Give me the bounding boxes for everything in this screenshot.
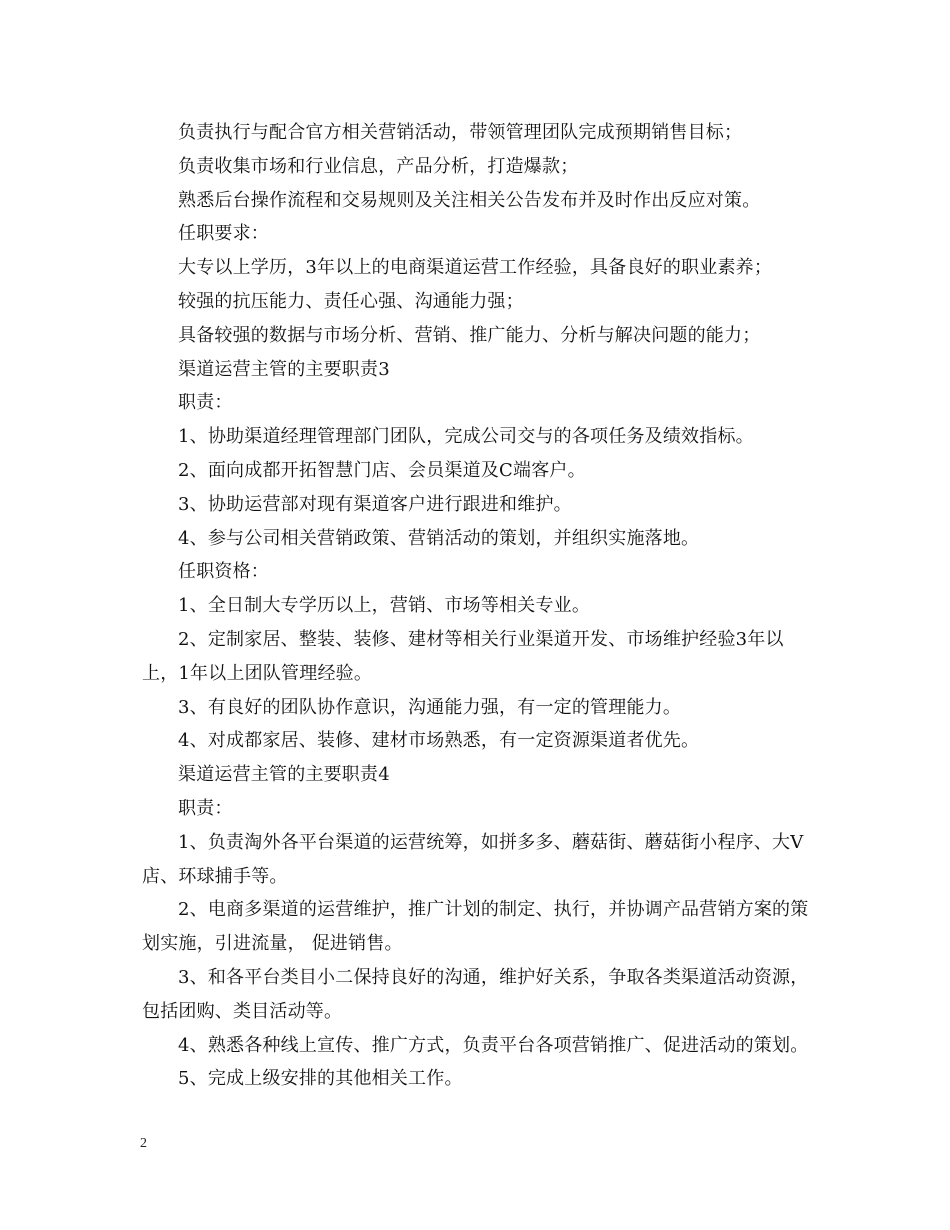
body-paragraph: 熟悉后台操作流程和交易规则及关注相关公告发布并及时作出反应对策。: [178, 189, 761, 211]
body-paragraph: 大专以上学历，3年以上的电商渠道运营工作经验，具备良好的职业素养；: [178, 257, 773, 279]
section-heading: 渠道运营主管的主要职责4: [178, 764, 390, 786]
list-item: 2、电商多渠道的运营维护，推广计划的制定、执行，并协调产品营销方案的策划实施，引进流量， 促进销售。: [142, 899, 809, 955]
section-label: 任职资格：: [178, 561, 269, 583]
body-paragraph: 负责执行与配合官方相关营销活动，带领管理团队完成预期销售目标；: [178, 122, 743, 143]
list-item: 4、对成都家居、装修、建材市场熟悉，有一定资源渠道者优先。: [178, 730, 700, 752]
list-item: 2、面向成都开拓智慧门店、会员渠道及C端客户。: [178, 459, 586, 481]
section-label: 任职要求：: [178, 223, 269, 245]
list-item: 1、协助渠道经理管理部门团队，完成公司交与的各项任务及绩效指标。: [178, 426, 754, 448]
list-item: 1、负责淘外各平台渠道的运营统筹，如拼多多、蘑菇街、蘑菇街小程序、大V店、环球捕手等。: [142, 831, 804, 887]
list-item: 4、参与公司相关营销政策、营销活动的策划，并组织实施落地。: [178, 527, 700, 549]
page-number: 2: [140, 1136, 147, 1151]
section-label: 职责：: [178, 392, 233, 414]
list-item: 3、协助运营部对现有渠道客户进行跟进和维护。: [178, 493, 572, 515]
document-body: [142, 116, 812, 1096]
list-item: 4、熟悉各种线上宣传、推广方式，负责平台各项营销推广、促进活动的策划。: [178, 1034, 809, 1056]
list-item: 2、定制家居、整装、装修、建材等相关行业渠道开发、市场维护经验3年以上，1年以上团队管理经验。: [142, 628, 784, 684]
list-item: 3、和各平台类目小二保持良好的沟通，维护好关系，争取各类渠道活动资源，包括团购、类目活动等。: [142, 966, 809, 1022]
list-item: 5、完成上级安排的其他相关工作。: [178, 1068, 463, 1090]
section-label: 职责：: [178, 797, 233, 819]
body-paragraph: 负责收集市场和行业信息，产品分析，打造爆款；: [178, 155, 579, 177]
list-item: 1、全日制大专学历以上，营销、市场等相关专业。: [178, 595, 591, 617]
body-paragraph: 较强的抗压能力、责任心强、沟通能力强；: [178, 290, 524, 312]
body-paragraph: 具备较强的数据与市场分析、营销、推广能力、分析与解决问题的能力；: [178, 324, 761, 346]
list-item: 3、有良好的团队协作意识，沟通能力强，有一定的管理能力。: [178, 696, 682, 718]
section-heading: 渠道运营主管的主要职责3: [178, 358, 390, 380]
